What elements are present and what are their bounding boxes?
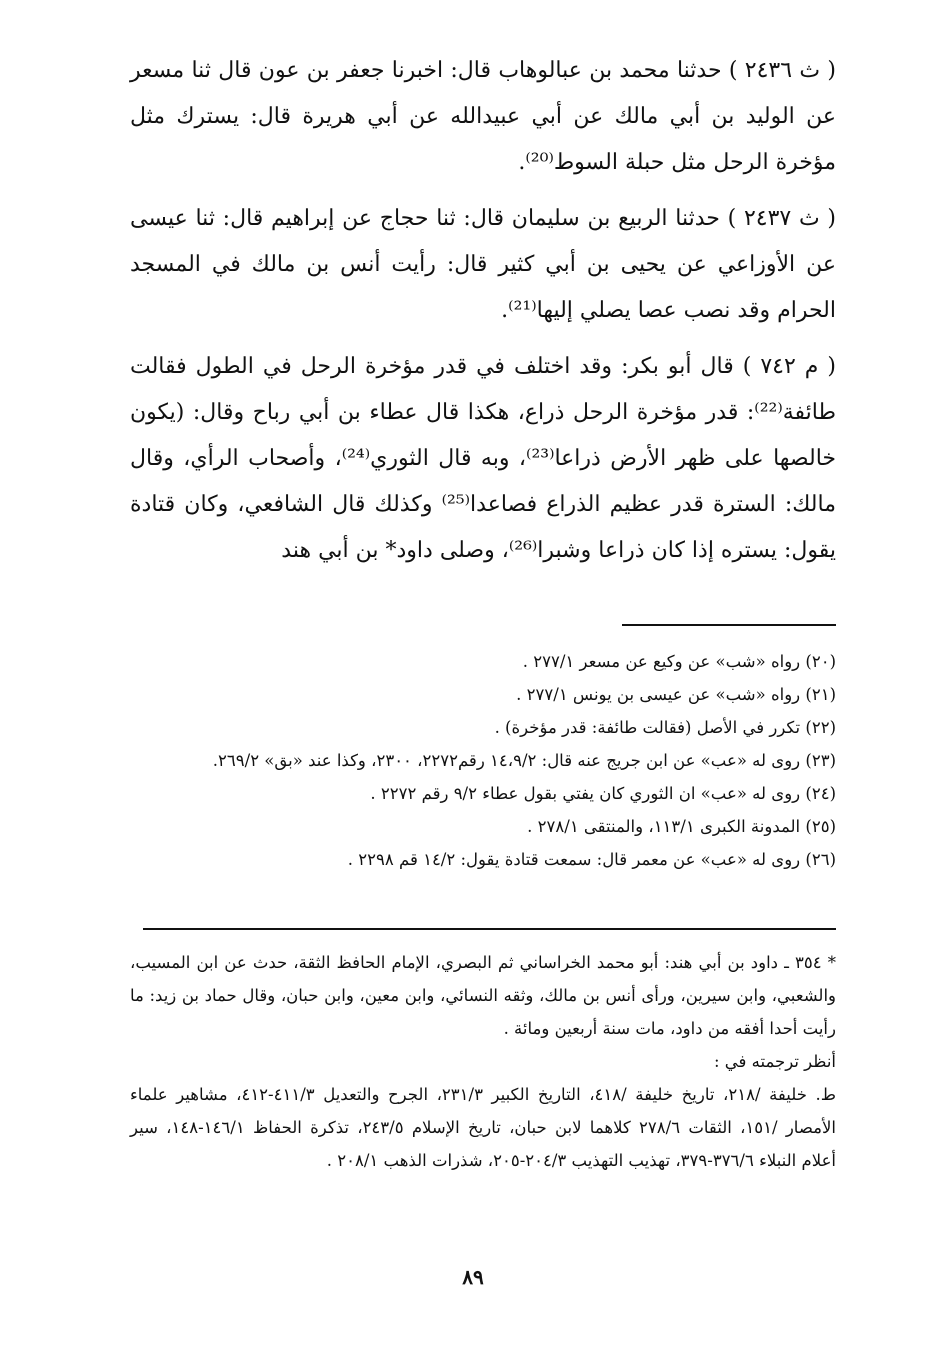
- footnote-20: (٢٠) رواه «شب» عن وكيع عن مسعر ٢٧٧/١ .: [522, 652, 836, 671]
- footnotes: [130, 645, 836, 876]
- paragraph-masala-742: ( م ٧٤٢ ) قال أبو بكر: وقد اختلف في قدر مؤخرة الرحل في الطول فقالت طائفة⁽²²⁾: قدر مؤخرة الرحل ذراع، هكذا قال عطاء بن أبي رباح وقال: (يكون خالصها على ظهر الأرض ذراعا⁽²³⁾، وبه قال الثوري⁽²⁴⁾، وأصحاب الرأي، وقال مالك: السترة قدر عظيم الذراع فصاعدا⁽²⁵⁾ وكذلك قال الشافعي، وكان قتادة يقول: يستره إذا كان ذراعا وشبرا⁽²⁶⁾، وصلى داود* بن أبي هند: [130, 354, 836, 563]
- footnote-24: (٢٤) روى له «عب» ان الثوري كان يفتي بقول عطاء ٩/٢ رقم ٢٢٧٢ .: [370, 784, 836, 803]
- biography-sources-heading: أنظر ترجمته في :: [713, 1052, 836, 1071]
- footnote-23: (٢٣) روى له «عب» عن ابن جريج عنه قال: ١٤،٩/٢ رقم٢٢٧٢، ٢٣٠٠، وكذا عند «بق» ٢٦٩/٢.: [212, 751, 836, 770]
- footnote-25: (٢٥) المدونة الكبرى ١١٣/١، والمنتقى ٢٧٨/١ .: [527, 817, 836, 836]
- main-text: [130, 48, 836, 584]
- footnote-26: (٢٦) روى له «عب» عن معمر قال: سمعت قتادة يقول: ١٤/٢ قم ٢٢٩٨ .: [347, 850, 836, 869]
- paragraph-hadith-2436: ( ث ٢٤٣٦ ) حدثنا محمد بن عبالوهاب قال: اخبرنا جعفر بن عون قال ثنا مسعر عن الوليد بن أبي مالك عن أبي عبيدالله عن أبي هريرة قال: يسترك مثل مؤخرة الرحل مثل حبلة السوط⁽²⁰⁾.: [130, 58, 836, 175]
- footnote-22: (٢٢) تكرر في الأصل (فقالت طائفة: قدر مؤخرة) .: [494, 718, 836, 737]
- biography-note: [130, 946, 836, 1177]
- biography-entry: * ٣٥٤ ـ داود بن أبي هند: أبو محمد الخراساني ثم البصري، الإمام الحافظ الثقة، حدث عن ابن المسيب، والشعبي، وابن سيرين، ورأى أنس بن مالك، وثقه النسائي، وابن معين، وابن حبان، وقال حماد بن زيد: ما رأيت أحدا أفقه من داود، مات سنة أربعين ومائة .: [130, 953, 836, 1038]
- footnote-divider: [622, 624, 836, 626]
- biography-sources: ط. خليفة /٢١٨، تاريخ خليفة /٤١٨، التاريخ الكبير ٢٣١/٣، الجرح والتعديل ٤١١/٣-٤١٢، مشاهير علماء الأمصار /١٥١، الثقات ٢٧٨/٦ كلاهما لابن حبان، تاريخ الإسلام ٢٤٣/٥، تذكرة الحفاظ ١٤٦/١-١٤٨، سير أعلام النبلاء ٣٧٦/٦-٣٧٩، تهذيب التهذيب ٢٠٤/٣-٢٠٥، شذرات الذهب ٢٠٨/١ .: [130, 1085, 836, 1170]
- paragraph-hadith-2437: ( ث ٢٤٣٧ ) حدثنا الربيع بن سليمان قال: ثنا حجاج عن إبراهيم قال: ثنا عيسى عن الأوزاعي عن يحيى بن أبي كثير قال: رأيت أنس بن مالك في المسجد الحرام وقد نصب عصا يصلي إليها⁽²¹⁾.: [130, 206, 837, 323]
- footnote-21: (٢١) رواه «شب» عن عيسى بن يونس ٢٧٧/١ .: [516, 685, 836, 704]
- biography-divider: [143, 928, 836, 930]
- page-number: ٨٩: [462, 1265, 484, 1289]
